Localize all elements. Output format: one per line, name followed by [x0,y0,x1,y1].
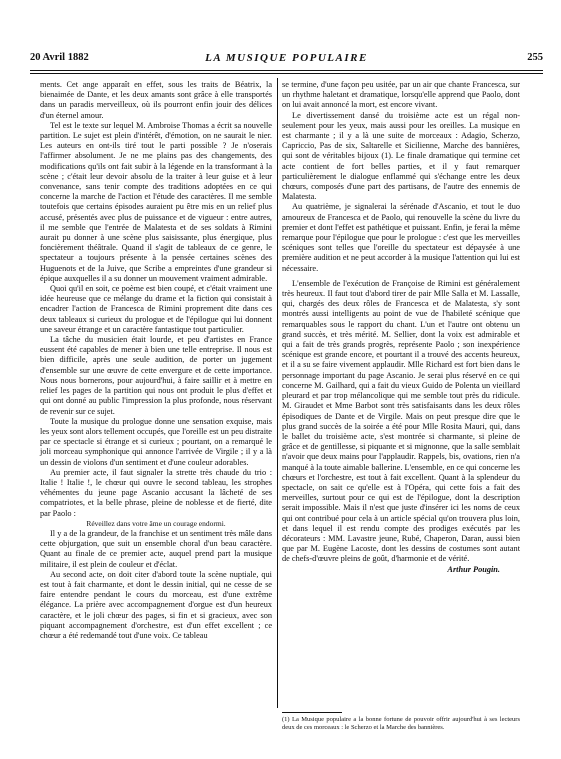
paragraph: se termine, d'une façon peu usitée, par un air que chante Francesca, sur un rhythme haletant et dramatique, lorsqu'elle apprend que Paolo, dont on lui avait annoncé la mort, est encore vivant. [282,80,520,110]
left-column [40,80,272,641]
issue-date: 20 Avril 1882 [30,52,89,63]
paragraph: L'ensemble de l'exécution de Françoise de Rimini est généralement très heureux. Il faut tout d'abord tirer de pair Mlle Salla et M. Lassalle, qui, chargés des deux rôles de Francesca et de Malatesta, s'y sont montrés aussi intelligents au point de vue de l'habileté scénique que remarquables sous le rapport du chant. L'un et l'autre ont obtenu un grand succès, et très mérité. M. Sellier, dont la voix est admirable et qui a fait de très grands progrès, représente Paolo ; son inexpérience scénique est grande encore, et pourtant il a trouvé des accents heureux, et il a su se faire vivement applaudir. Mlle Richard est fort bien dans le personnage important du page Ascanio. Je serai plus réservé en ce qui concerne M. Gailhard, qui a fait du vieux Guido de Polenta un vieillard pleurard et par trop mélancolique qui me semble tout près du ridicule. M. Giraudet et Mme Barbot sont très satisfaisants dans les deux rôles épisodiques de Dante et de Virgile. Mais on peut presque dire que le plus grand succès de la soirée a été pour Mlle Rosita Mauri, qui, dans le ballet du troisième acte, s'est montrée si charmante, si pleine de grâce et de gentillesse, si piquante et si mignonne, que la salle semblait n'avoir que deux mains pour l'applaudir. Rappels, bis, ovations, rien n'a manqué à la toute aimable ballerine. L'ensemble, en ce qui concerne les chœurs et l'orchestre, est tout à fait excellent. Quant à la splendeur du spectacle, on sait ce qu'elle est à l'Opéra, qui cette fois a fait des merveilles, surtout pour ce qui est de l'épilogue, dont la description serait impossible. Mais il n'est que juste d'insérer ici les noms de ceux qui ont contribué pour cela à un article spécial qu'on trouvera plus loin, et dans lequel il est rendu compte des prodiges exécutés par les décorateurs : MM. Lavastre jeune, Rubé, Chaperon, Daran, aussi bien que par M. Eugène Lacoste, dont les dessins de costumes sont autant de chefs-d'œuvre pleins de goût, d'harmonie et de vérité. [282,278,520,564]
footnote-rule [282,712,342,713]
author-signature: Arthur Pougin. [447,564,500,574]
paragraph: La tâche du musicien était lourde, et peu d'artistes en France eussent été capables de mener à bien une telle entreprise. Il nous est bien difficile, après une seule audition, de porter un jugement d'ensemble sur une œuvre de cette envergure et de cette importance. Nous nous bornerons, pour aujourd'hui, à faire saillir et à mettre en relief les pages de la partition qui nous ont produit le plus d'effet et qui ont donné au public l'impression la plus profonde, nous réservant de revenir sur ce sujet. [40,335,272,416]
page-header [30,52,543,68]
journal-title: LA MUSIQUE POPULAIRE [205,52,368,64]
header-rule-top [30,70,543,71]
paragraph: Au quatrième, je signalerai la sérénade d'Ascanio, et tout le duo amoureux de Francesca et de Paolo, qui renouvelle la scène du livre du premier et dont l'effet est pathétique et puissant. Enfin, je ferai la même remarque pour l'épilogue que pour le prologue : c'est que les merveilles scéniques sont telles que l'oreille du spectateur est dépaysée à une première audition et ne peut accorder à la musique l'attention qui lui est nécessaire. [282,202,520,273]
right-column [282,80,520,575]
column-divider [277,78,278,708]
paragraph: Le divertissement dansé du troisième acte est un régal non-seulement pour les yeux, mais aussi pour les oreilles. La musique en est charmante ; il y a là une suite de morceaux : Adagio, Scherzo, Capriccio, Pas de six, Saltarelle et Sicilienne, Marche des bannières, qui sont de véritables bijoux (1). Le finale dramatique qui termine cet acte contient de fort belles parties, et il y faut remarquer particulièrement le dialogue enflammé qui s'échange entre les deux chœurs, composés d'une part des partisans, de l'autre des ennemis de Malatesta. [282,110,520,202]
paragraph: Tel est le texte sur lequel M. Ambroise Thomas a écrit sa nouvelle partition. Le sujet est plein d'intérêt, d'émotion, on ne saurait le nier. Les auteurs en ont-ils tiré tout le parti possible ? Je n'oserais l'affirmer absolument. Je ne me plains pas des changements, des modifications qu'ils ont fait subir à la légende en la transformant à la scène ; c'était leur devoir absolu de la traiter à leur guise et à leur convenance, sans tenir compte des traditions adoptées en ce qui concerne la marche de l'action et l'étude des caractères. Il me semble toutefois que certains épisodes auraient pu être mis en un relief plus accusé, présentés avec plus de puissance et de vigueur : entre autres, il me semble que l'entrée de Malatesta et de ses soldats à Rimini aurait pu donner à une scène plus saisissante, plus énergique, plus foncièrement théâtrale. Quand il s'agit de tableaux de ce genre, le spectateur a toujours présente à la pensée certaines scènes des Huguenots et de la Juive, que Scribe a empreintes d'une grandeur si épique auxquelles il a su donner un mouvement vraiment admirable. [40,120,272,283]
verse-quote: Réveillez dans votre âme un courage endormi. [86,518,226,528]
paragraph: Quoi qu'il en soit, ce poème est bien coupé, et c'était vraiment une idée heureuse que ce mélange du drame et la fiction qui consistait à encadrer l'action de Francesca de Rimini proprement dite dans ces deux tableaux si curieux du prologue et de l'épilogue qui lui donnent une saveur étrange et un caractère fantastique tout particulier. [40,284,272,334]
paragraph: Au premier acte, il faut signaler la strette très chaude du trio : Italie ! Italie !, le chœur qui ouvre le second tableau, les strophes véhémentes du jeune page Ascanio accusant la lâcheté de ses compatriotes, et la belle phrase, pleine de noblesse et de fierté, dite par Paolo : [40,467,272,518]
header-rule-bottom [30,73,543,74]
paragraph: ments. Cet ange apparaît en effet, sous les traits de Béatrix, la bienaimée de Dante, et les deux amants sont grâce à elle transportés dans un paradis merveilleux, où ils pourront enfin jouir des délices d'un éternel amour. [40,80,272,120]
footnote: (1) La Musique populaire a la bonne fortune de pouvoir offrir aujourd'hui à ses lecteurs deux de ces morceaux : le Scherzo et la Marche des bannières. [282,716,520,731]
page-number: 255 [527,52,543,63]
paragraph: Au second acte, on doit citer d'abord toute la scène nuptiale, qui est tout à fait charmante, et dont le dessin initial, qui ne cesse de se faire entendre pendant le cours du morceau, est d'une extrême élégance. La prière avec accompagnement d'orgue est d'un heureux caractère, et le joli chœur des pages, si fin et si gracieux, avec son piquant accompagnement d'orchestre, est d'un effet excellent ; ce chœur a été redemandé tout d'une voix. Ce tableau [40,569,272,640]
paragraph: Toute la musique du prologue donne une sensation exquise, mais les yeux sont alors tellement occupés, que l'oreille est un peu distraite par ce spectacle si étrange et si curieux ; pourtant, on a remarqué le joli morceau symphonique qui annonce l'arrivée de Virgile ; il y a là un dessin de violons d'un sentiment et d'une couleur adorables. [40,416,272,467]
paragraph: Il y a de la grandeur, de la franchise et un sentiment très mâle dans cette objurgation, que suit un ensemble choral d'un beau caractère. Quant au finale de ce premier acte, auquel prend part la musique militaire, il est plein de couleur et d'éclat. [40,528,272,569]
